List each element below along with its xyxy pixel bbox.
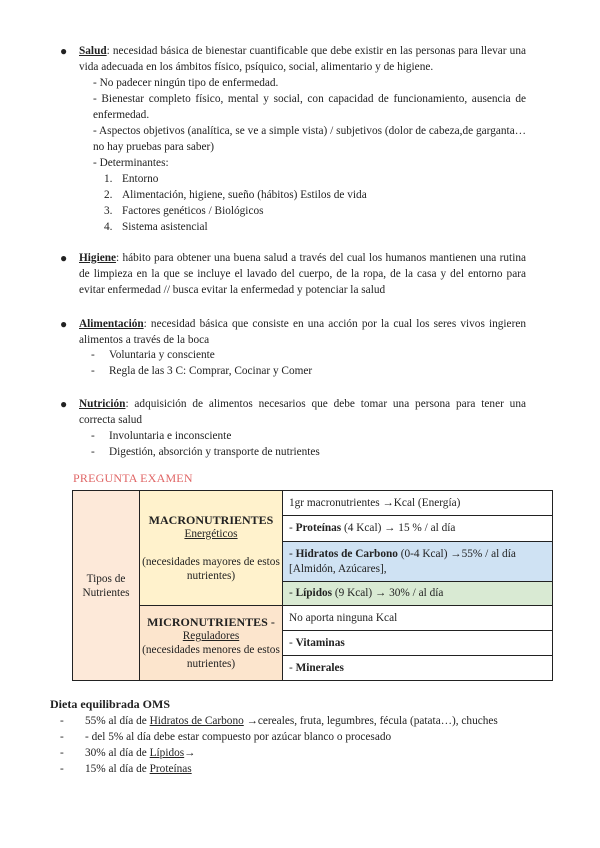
higiene-term: Higiene [79,252,117,264]
minerales-name: Minerales [295,661,344,674]
table-row: - Vitaminas [283,631,553,656]
nutricion-term: Nutrición [79,398,126,410]
table-row: 1gr macronutrientes →Kcal (Energía) [283,491,553,516]
table-row: - Minerales [283,656,553,681]
list-item: - 15% al día de Proteínas [60,763,192,775]
list-item: - 30% al día de Lípidos→ [60,747,196,759]
vitaminas-name: Vitaminas [295,636,345,649]
alimentacion-items [91,347,312,379]
list-item: - No padecer ningún tipo de enfermedad. [93,77,279,89]
exam-label: PREGUNTA EXAMEN [73,471,193,485]
nutrients-table [72,490,553,681]
alimentacion-term: Alimentación [79,318,144,330]
list-item: - Bienestar completo físico, mental y social, con capacidad de funcionamiento, ausencia de enfermedad. [93,93,526,121]
salud-definition: : necesidad básica de bienestar cuantificable que debe existir en las personas para llevar una vida adecuada en los ámbitos físico, psíquico, social, alimentario y de higiene. [79,45,526,73]
bullet: ● [60,317,68,331]
determinantes-list [104,171,367,235]
macro-cell [140,491,283,606]
list-item: 4. Sistema asistencial [104,221,208,233]
alimentacion-paragraph [79,316,526,348]
table-row: - Proteínas (4 Kcal) → 15 % / al día [283,516,553,542]
proteinas-name: Proteínas [295,522,342,534]
nutricion-paragraph [79,396,526,428]
dieta-title: Dieta equilibrada OMS [50,697,171,711]
lipidos-name: Lípidos [295,587,333,599]
list-item: - Voluntaria y consciente [91,349,215,361]
nutricion-definition: : adquisición de alimentos necesarios que debe tomar una persona para tener una correcta salud [79,398,526,426]
bullet: ● [60,251,68,265]
list-item: - Determinantes: [93,157,169,169]
list-item: - - del 5% al día debe estar compuesto por azúcar blanco o procesado [60,731,392,743]
list-item: 3. Factores genéticos / Biológicos [104,205,264,217]
macro-subtitle: Energéticos [184,528,238,540]
table-row: - Lípidos (9 Kcal) → 30% / al día [283,582,553,606]
list-item: 2. Alimentación, higiene, sueño (hábitos) Estilos de vida [104,189,367,201]
table-row: No aporta ninguna Kcal [283,606,553,631]
micro-note: (necesidades menores de estos nutrientes) [142,644,280,670]
bullet: ● [60,44,68,58]
macro-title: MACRONUTRIENTES [148,513,274,527]
bullet: ● [60,397,68,411]
micro-title: MICRONUTRIENTES - [147,615,275,629]
list-item: - Involuntaria e inconsciente [91,430,232,442]
list-item: - Aspectos objetivos (analítica, se ve a simple vista) / subjetivos (dolor de cabeza,de garganta… no hay pruebas para saber) [93,125,526,153]
list-item: - Regla de las 3 C: Comprar, Cocinar y Comer [91,365,313,377]
micro-cell [140,606,283,681]
nutricion-items [91,428,320,460]
higiene-paragraph [79,250,526,298]
tipos-cell: Tipos de Nutrientes [73,491,140,681]
alimentacion-definition: : necesidad básica que consiste en una acción por la cual los seres vivos ingieren alimentos a través de la boca [79,318,526,346]
salud-term: Salud [79,45,107,57]
dieta-list [60,713,498,777]
list-item: - 55% al día de Hidratos de Carbono →cereales, fruta, legumbres, fécula (patata…), chuches [60,715,498,727]
list-item: - Digestión, absorción y transporte de nutrientes [91,446,320,458]
table-row: - Hidratos de Carbono (0-4 Kcal) →55% / al día [Almidón, Azúcares], [283,542,553,582]
macro-note: (necesidades mayores de estos nutrientes) [142,556,280,582]
higiene-definition: : hábito para obtener una buena salud a través del cual los humanos mantienen una rutina de limpieza en la que se incluye el lavado del cuerpo, de la ropa, de la casa y del entorno para evitar enfermedad // busca evitar la enfermedad y potenciar la salud [79,252,526,296]
hidratos-name: Hidratos de Carbono [295,547,398,560]
micro-subtitle: Reguladores [182,630,240,642]
salud-items [93,75,526,171]
salud-paragraph [79,43,526,75]
list-item: 1. Entorno [104,173,159,185]
